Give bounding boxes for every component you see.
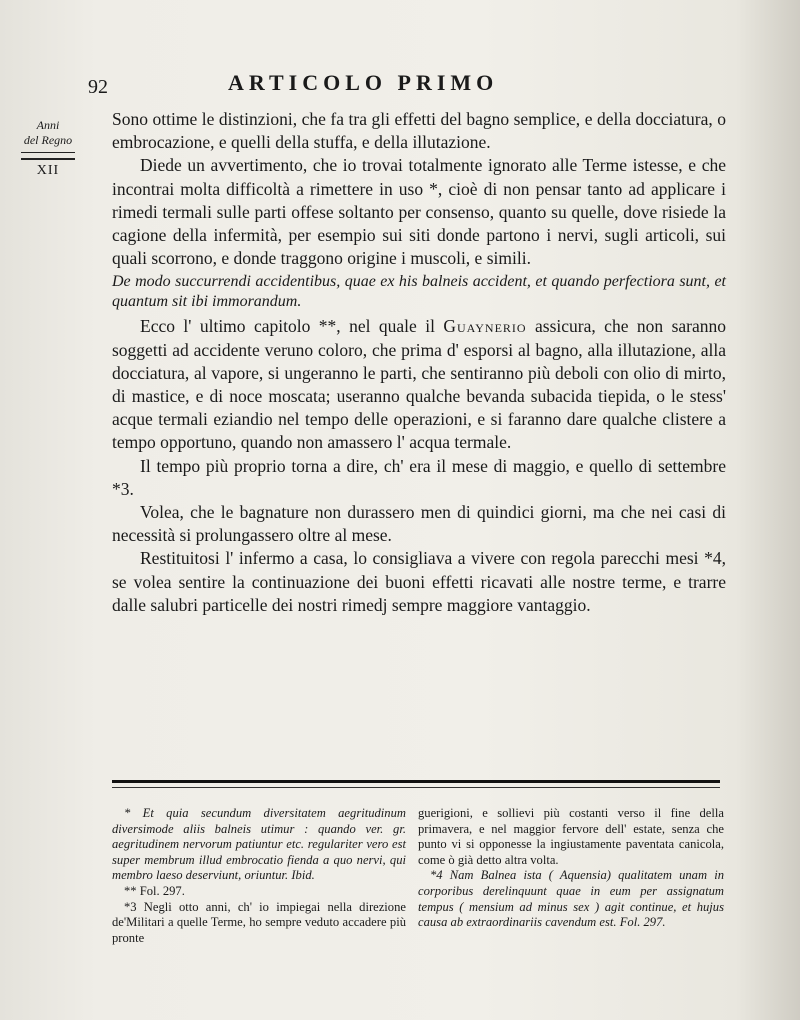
margin-note-rule: [21, 152, 75, 160]
margin-note-label-1: Anni: [36, 118, 60, 132]
body-paragraph: Volea, che le bagnature non durassero men di quindici giorni, ma che nei casi di necessità si prolungassero oltre al mese.: [112, 502, 726, 546]
running-head: ARTICOLO PRIMO: [228, 70, 499, 95]
latin-rubric: De modo succurrendi accidentibus, quae ex his balneis accident, et quando perfectiora sunt, et quantum sit ibi immorandum.: [112, 273, 726, 310]
body-text: [112, 108, 726, 617]
author-name: Guaynerio: [443, 316, 527, 337]
body-paragraph: Il tempo più proprio torna a dire, ch' era il mese di maggio, e quello di settembre *3.: [112, 455, 726, 499]
footnote: * Et quia secundum diversitatem aegritudinum diversimode aliis balneis utimur : quando ver. gr. aegritudinem nervorum patiuntur etc. regulariter vero est super membrum illud embrocatio fienda a quo nervi, qui membro laeso deserviunt, oriuntur. Ibid.: [112, 806, 406, 883]
footnote-divider: [112, 780, 720, 788]
margin-note-label-2: del Regno: [23, 133, 73, 147]
footnote-continuation: guerigioni, e sollievi più costanti verso il fine della primavera, e nel maggior fervore dell' estate, senza che punto vi si opponesse la ingiustamente paventata canicola, come ò già detto altra volta.: [418, 806, 724, 867]
footnotes-right-column: [418, 806, 724, 931]
body-paragraph: Sono ottime le distinzioni, che fa tra gli effetti del bagno semplice, e della docciatura, o embrocazione, e quelli della stuffa, e della illutazione.: [112, 109, 726, 153]
body-paragraph: Restituitosi l' infermo a casa, lo consigliava a vivere con regola parecchi mesi *4, se volea sentire la continuazione dei buoni effetti ricavati alle nostre terme, e trarre dalle salubri particelle dei nostri rimedj sempre maggiore vantaggio.: [112, 548, 726, 615]
margin-note-number: XII: [36, 163, 60, 178]
body-paragraph: Diede un avvertimento, che io trovai totalmente ignorato alle Terme istesse, e che incontrai molta difficoltà a rimettere in uso *, cioè di non pensar tanto ad applicare i rimedi termali sulle parti offese soltanto per consenso, quanto su quelle, dove risiede la cagione della infermità, per esempio sui siti donde partono i nervi, sugli articoli, sui quali scorrono, e donde traggono origine i muscoli, e simili.: [112, 155, 726, 269]
footnote: ** Fol. 297.: [124, 883, 185, 898]
page-number: 92: [88, 76, 108, 98]
margin-note: [12, 118, 84, 179]
footnote: *3 Negli otto anni, ch' io impiegai nella direzione de'Militari a quelle Terme, ho sempre veduto accadere più pronte: [112, 899, 406, 945]
footnote: *4 Nam Balnea ista ( Aquensia) qualitatem unam in corporibus derelinquunt quae in eum per assignatum tempus ( mensium ad minus sex ) agit continue, et hujus causa ab extraordinariis cavendum est. Fol. 297.: [418, 868, 724, 930]
footnotes-left-column: [112, 806, 406, 946]
body-paragraph: Ecco l' ultimo capitolo **, nel quale il Guaynerio assicura, che non saranno soggetti ad accidente veruno coloro, che prima d' esporsi al bagno, alla illutazione, alla docciatura, al vapore, si ungeranno le parti, che sentiranno più deboli con olio di mirto, di mastice, e di noce moscata; useranno qualche bevanda subacida tiepida, o le stess' acque termali eziandio nel tempo delle operazioni, e si faranno dare qualche clistere a tempo opportuno, quando non amassero l' acqua termale.: [112, 316, 726, 453]
